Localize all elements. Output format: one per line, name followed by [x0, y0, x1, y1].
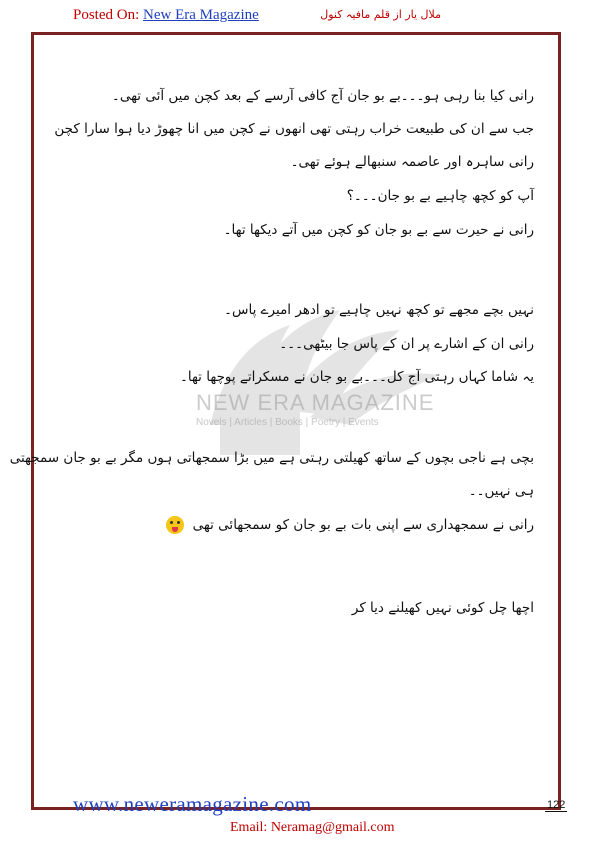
paragraph-line-with-emoji [72, 516, 534, 534]
paragraph-line: رانی ساہرہ اور عاصمہ سنبھالے ہوئے تھی۔ [290, 154, 534, 170]
tongue-out-face-icon [166, 516, 184, 534]
paragraph-line: ہی نہیں۔۔ [468, 483, 534, 499]
page-number: 122 [547, 799, 566, 811]
paragraph-text: رانی نے سمجھداری سے اپنی بات بے بو جان کو سمجھائی تھی [192, 517, 534, 533]
paragraph-line: بچی ہے ناجی بچوں کے ساتھ کھیلتی رہتی ہے میں بڑا سمجھاتی ہوں مگر بے بو جان سمجھتی [9, 450, 534, 466]
watermark-subtitle: Novels | Articles | Books | Poetry | Events [196, 417, 379, 428]
website-footer-link[interactable]: www.neweramagazine.com [73, 792, 312, 816]
paragraph-line: آپ کو کچھ چاہیے بے بو جان۔۔۔؟ [346, 188, 534, 204]
paragraph-line: نہیں بچے مجھے تو کچھ نہیں چاہیے تو ادھر امیرے پاس۔ [224, 302, 534, 318]
footer-email: Email: Neramag@gmail.com [230, 820, 395, 835]
posted-on-header [73, 7, 259, 24]
author-title: ملال یار از قلم مافیہ کنول [320, 8, 441, 21]
paragraph-line: رانی ان کے اشارے پر ان کے پاس جا بیٹھی۔۔۔ [279, 336, 534, 352]
paragraph-line: جب سے ان کی طبیعت خراب رہتی تھی انھوں نے کچن میں انا چھوڑ دیا ہوا سارا کچن [54, 121, 534, 137]
posted-label: Posted On: [73, 7, 140, 23]
paragraph-line: اچھا چل کوئی نہیں کھیلنے دیا کر [351, 600, 534, 616]
watermark-brand: NEW ERA MAGAZINE [196, 390, 435, 415]
paragraph-line: یہ شاما کہاں رہتی آج کل۔۔۔بے بو جان نے مسکراتے پوچھا تھا۔ [179, 369, 534, 385]
paragraph-line: رانی نے حیرت سے بے بو جان کو کچن میں آتے دیکھا تھا۔ [223, 222, 534, 238]
magazine-link[interactable]: New Era Magazine [143, 7, 259, 23]
paragraph-line: رانی کیا بنا رہی ہو۔۔۔بے بو جان آج کافی آرسے کے بعد کچن میں آئی تھی۔ [111, 88, 534, 104]
